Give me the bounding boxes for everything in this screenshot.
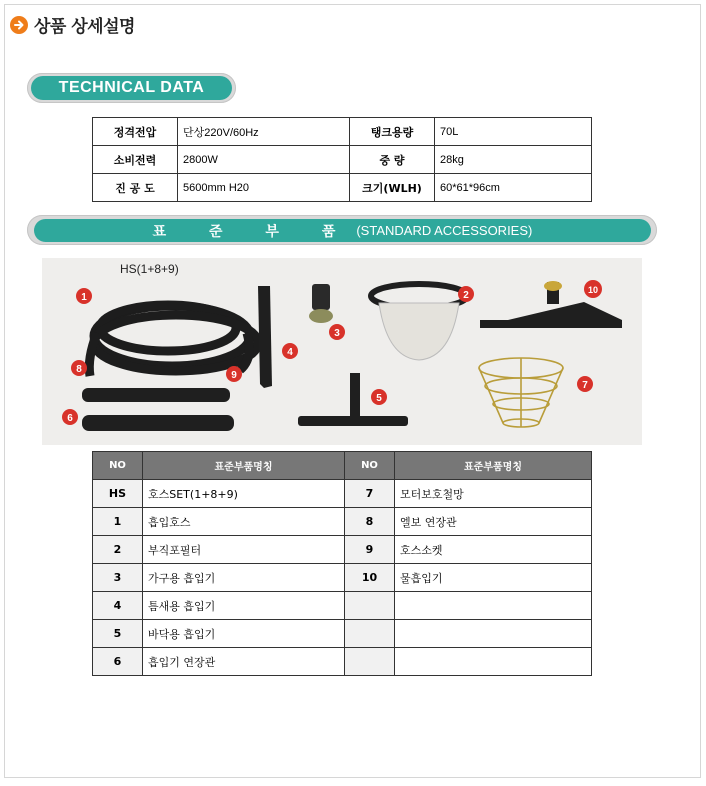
table-row <box>93 564 592 592</box>
part-name: 물흡입기 <box>395 564 592 592</box>
part-name: 바닥용 흡입기 <box>143 620 345 648</box>
part-no: 8 <box>345 508 395 536</box>
part-no: 1 <box>93 508 143 536</box>
page-title: 상품 상세설명 <box>34 17 135 37</box>
spec-label: 소비전력 <box>93 146 178 174</box>
extension-tube-lower <box>82 415 234 431</box>
svg-text:2: 2 <box>463 290 469 301</box>
crevice-tool <box>258 286 272 388</box>
spec-value: 28kg <box>435 146 592 174</box>
spec-row <box>93 118 592 146</box>
part-no: 3 <box>93 564 143 592</box>
marker-8 <box>71 360 87 376</box>
table-row <box>93 508 592 536</box>
part-no: 6 <box>93 648 143 676</box>
part-no: 7 <box>345 480 395 508</box>
spec-label: 정격전압 <box>93 118 178 146</box>
spec-value: 2800W <box>178 146 350 174</box>
svg-text:8: 8 <box>76 364 82 375</box>
marker-7 <box>577 376 593 392</box>
technical-data-title: TECHNICAL DATA <box>58 79 205 96</box>
spec-row <box>93 146 592 174</box>
name-header: 표준부품명칭 <box>395 452 592 480</box>
table-row <box>93 648 592 676</box>
svg-text:7: 7 <box>582 380 588 391</box>
accessories-banner <box>27 215 657 245</box>
extension-tube-upper <box>82 388 230 402</box>
spec-value: 70L <box>435 118 592 146</box>
part-name <box>395 620 592 648</box>
part-no <box>345 648 395 676</box>
table-row <box>93 536 592 564</box>
parts-header-row <box>93 452 592 480</box>
part-no <box>345 620 395 648</box>
accessories-title-en: (STANDARD ACCESSORIES) <box>356 223 533 238</box>
marker-1 <box>76 288 92 304</box>
spec-value: 5600mm H20 <box>178 174 350 202</box>
marker-3 <box>329 324 345 340</box>
part-no: 9 <box>345 536 395 564</box>
part-no <box>345 592 395 620</box>
svg-text:4: 4 <box>287 347 293 358</box>
table-row <box>93 480 592 508</box>
floor-tool <box>298 373 408 426</box>
part-name: 가구용 흡입기 <box>143 564 345 592</box>
filter-bowl <box>371 284 467 360</box>
part-name <box>395 648 592 676</box>
part-no: 5 <box>93 620 143 648</box>
no-header: NO <box>93 452 143 480</box>
part-name: 흡입호스 <box>143 508 345 536</box>
marker-9 <box>226 366 242 382</box>
marker-10 <box>584 280 602 298</box>
part-no: 2 <box>93 536 143 564</box>
no-header: NO <box>345 452 395 480</box>
spec-label: 중 량 <box>350 146 435 174</box>
hs-label: HS(1+8+9) <box>120 262 179 276</box>
svg-text:6: 6 <box>67 413 73 424</box>
accessories-photo <box>42 258 642 445</box>
spec-value: 단상220V/60Hz <box>178 118 350 146</box>
svg-text:1: 1 <box>81 292 87 303</box>
svg-text:9: 9 <box>231 370 237 381</box>
spec-label: 크기(WLH) <box>350 174 435 202</box>
part-no: HS <box>93 480 143 508</box>
spec-label: 진 공 도 <box>93 174 178 202</box>
marker-2 <box>458 286 474 302</box>
accessories-illustration <box>42 258 642 445</box>
table-row <box>93 620 592 648</box>
part-name: 엘보 연장관 <box>395 508 592 536</box>
hose-coil <box>89 305 258 376</box>
part-name: 부직포필터 <box>143 536 345 564</box>
marker-5 <box>371 389 387 405</box>
technical-data-banner <box>27 73 236 103</box>
svg-text:3: 3 <box>334 328 340 339</box>
part-name: 흡입기 연장관 <box>143 648 345 676</box>
section-header <box>10 12 135 37</box>
part-no: 10 <box>345 564 395 592</box>
spec-label: 탱크용량 <box>350 118 435 146</box>
wire-basket <box>479 358 563 427</box>
spec-value: 60*61*96cm <box>435 174 592 202</box>
accessories-title-ko: 표 준 부 품 <box>152 223 355 240</box>
svg-text:5: 5 <box>376 393 382 404</box>
part-name <box>395 592 592 620</box>
name-header: 표준부품명칭 <box>143 452 345 480</box>
part-name: 호스소켓 <box>395 536 592 564</box>
round-brush <box>309 284 333 323</box>
spec-row <box>93 174 592 202</box>
part-name: 호스SET(1+8+9) <box>143 480 345 508</box>
part-name: 틈새용 흡입기 <box>143 592 345 620</box>
marker-6 <box>62 409 78 425</box>
table-row <box>93 592 592 620</box>
part-name: 모터보호철망 <box>395 480 592 508</box>
arrow-right-icon <box>10 16 28 34</box>
marker-4 <box>282 343 298 359</box>
svg-text:10: 10 <box>587 285 599 295</box>
part-no: 4 <box>93 592 143 620</box>
spec-table <box>92 117 592 202</box>
parts-table <box>92 451 592 676</box>
